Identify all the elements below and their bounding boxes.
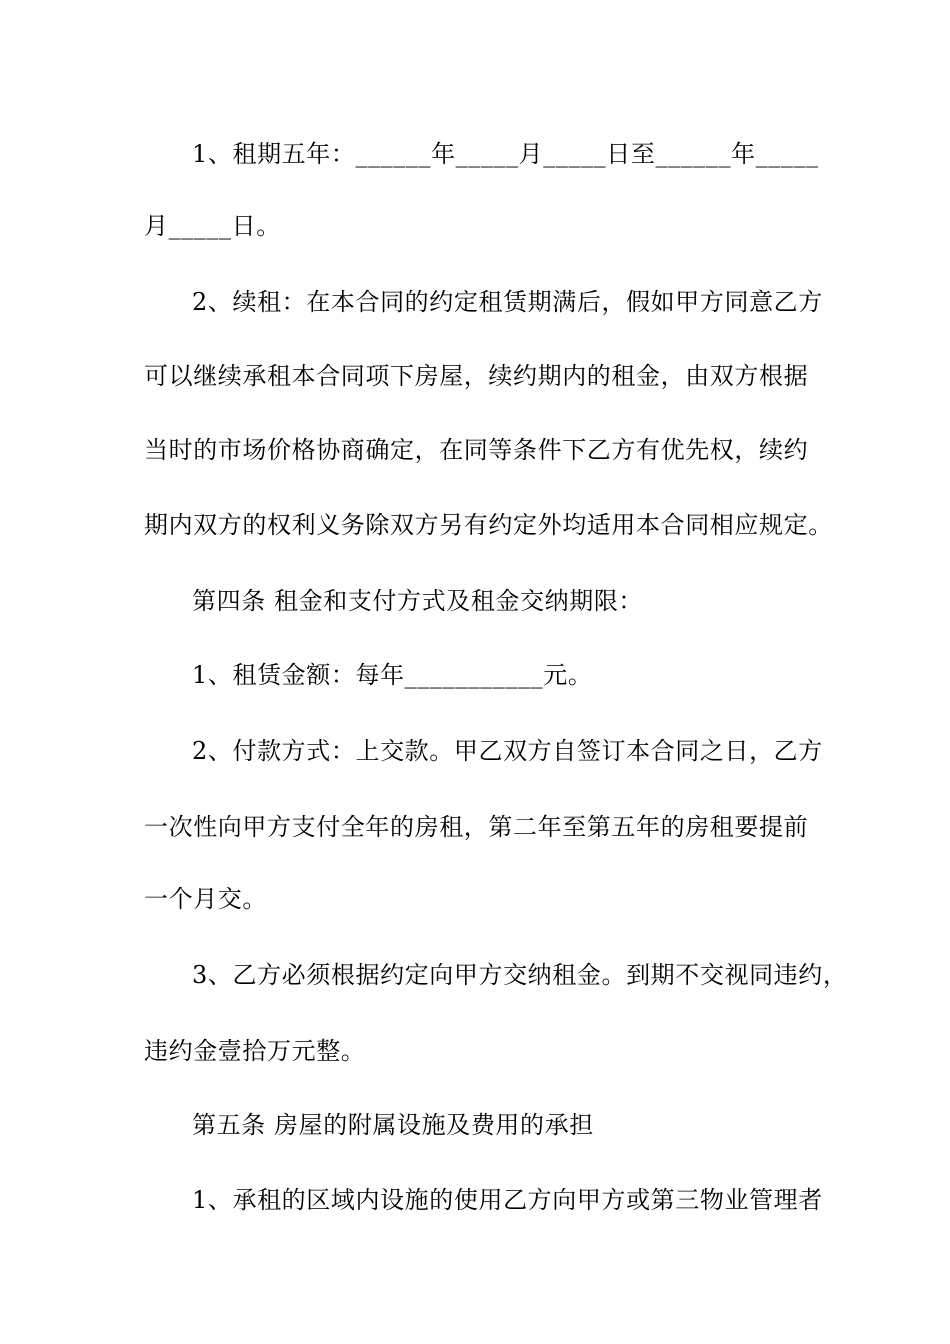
renewal-paragraph-line: 期内双方的权利义务除双方另有约定外均适用本合同相应规定。 xyxy=(144,511,833,539)
rent-payment-obligation-line: 违约金壹拾万元整。 xyxy=(144,1037,366,1065)
lease-term-line: 1、租期五年：______年_____月_____日至______年_____ xyxy=(192,140,819,168)
article-five-heading: 第五条 房屋的附属设施及费用的承担 xyxy=(192,1111,594,1139)
renewal-paragraph-line: 2、续租：在本合同的约定租赁期满后，假如甲方同意乙方 xyxy=(192,288,823,316)
rent-amount-line: 1、租赁金额：每年___________元。 xyxy=(192,661,593,689)
payment-method-line: 一个月交。 xyxy=(144,885,267,913)
facilities-line: 1、承租的区域内设施的使用乙方向甲方或第三物业管理者 xyxy=(192,1186,823,1214)
article-four-heading: 第四条 租金和支付方式及租金交纳期限： xyxy=(192,587,644,615)
rent-payment-obligation-line: 3、乙方必须根据约定向甲方交纳租金。到期不交视同违约， xyxy=(192,961,848,989)
payment-method-line: 2、付款方式：上交款。甲乙双方自签订本合同之日，乙方 xyxy=(192,737,823,765)
payment-method-line: 一次性向甲方支付全年的房租，第二年至第五年的房租要提前 xyxy=(144,813,809,841)
lease-term-line-cont: 月_____日。 xyxy=(144,212,281,240)
renewal-paragraph-line: 可以继续承租本合同项下房屋，续约期内的租金，由双方根据 xyxy=(144,362,809,390)
renewal-paragraph-line: 当时的市场价格协商确定，在同等条件下乙方有优先权，续约 xyxy=(144,436,809,464)
